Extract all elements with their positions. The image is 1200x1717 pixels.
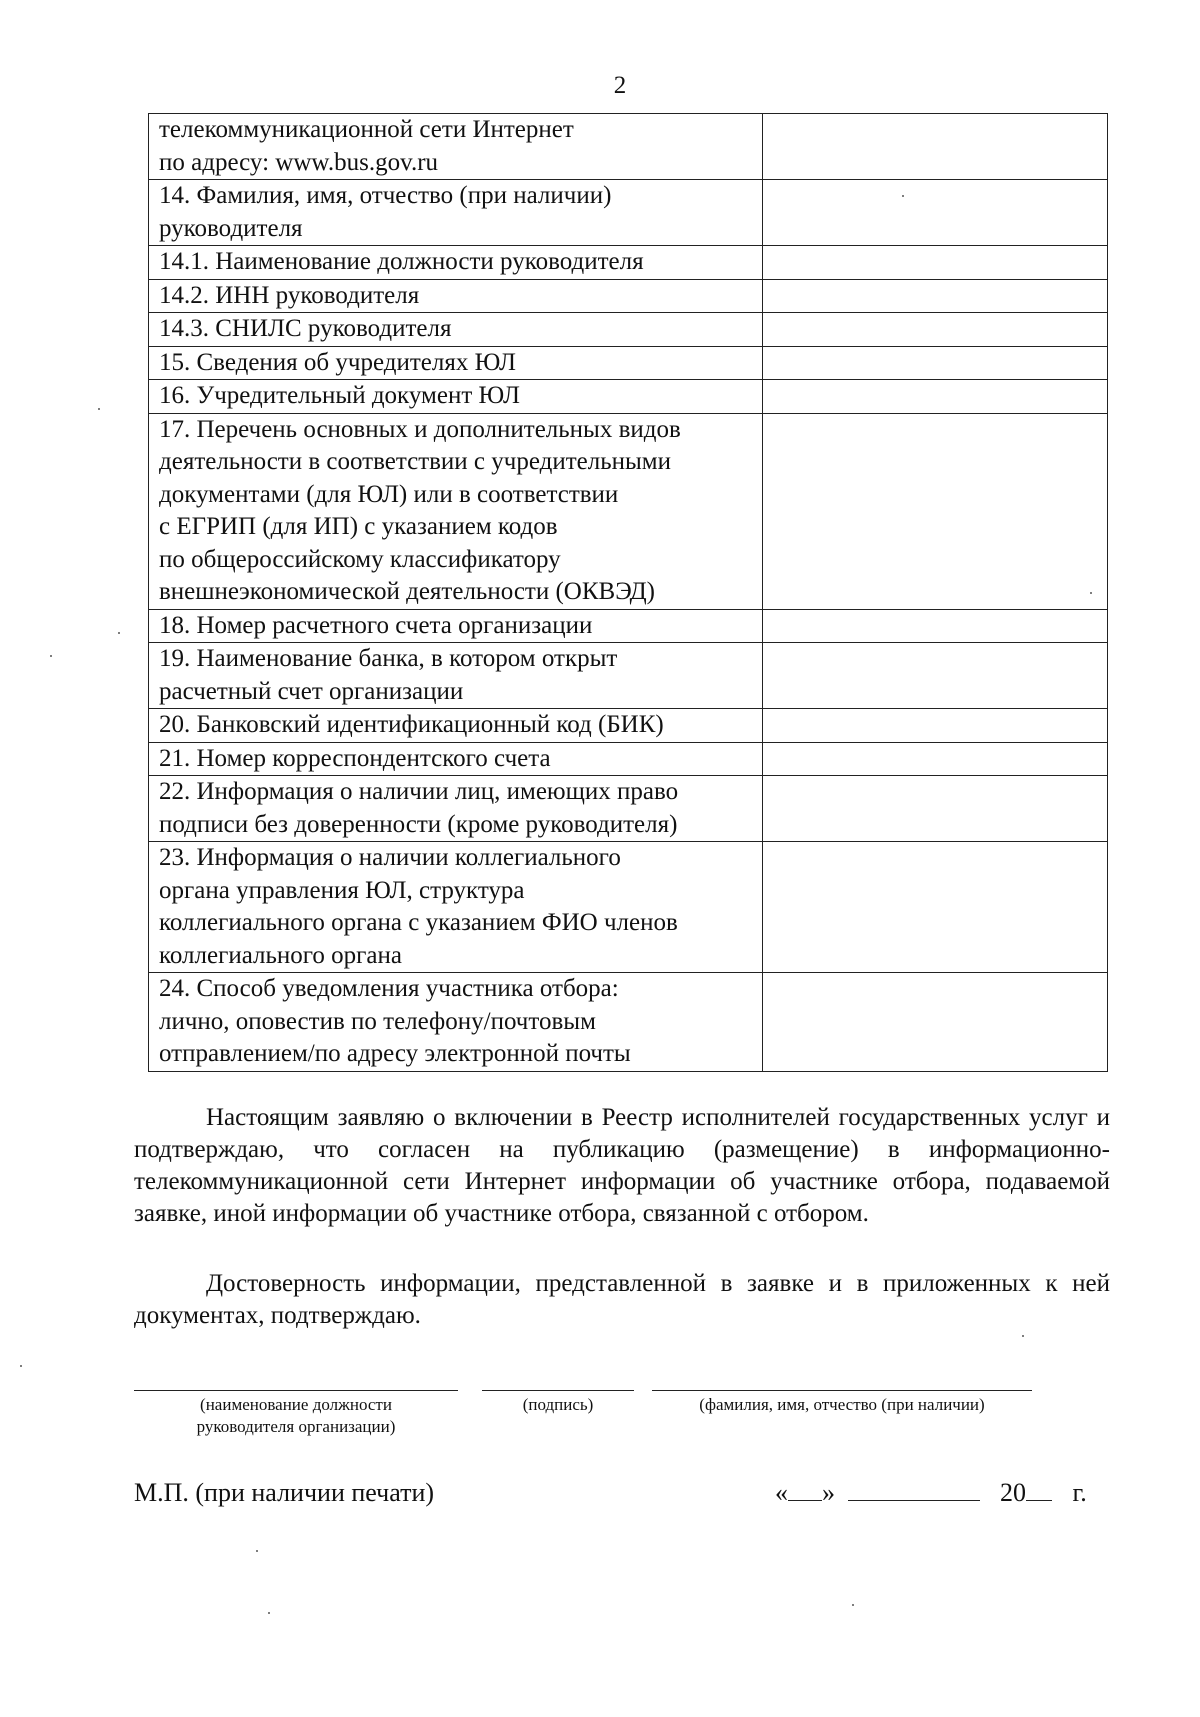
year-blank [1026,1478,1052,1501]
field-value[interactable] [763,842,1108,973]
scan-speck [98,408,100,410]
field-label: 22. Информация о наличии лиц, имеющих право подписи без доверенности (кроме руководителя) [149,776,763,842]
field-value[interactable] [763,973,1108,1072]
field-label: 16. Учредительный документ ЮЛ [149,380,763,414]
field-label: телекоммуникационной сети Интернет по адресу: www.bus.gov.ru [149,114,763,180]
position-caption: (наименование должности руководителя организации) [196,1395,396,1436]
table-row [149,842,1108,973]
signature-line [482,1390,634,1391]
scan-speck [118,632,120,634]
field-value[interactable] [763,346,1108,380]
table-row [149,776,1108,842]
field-value[interactable] [763,609,1108,643]
application-form-table [148,113,1108,1072]
field-label: 24. Способ уведомления участника отбора: лично, оповестив по телефону/почтовым отправлением/по адресу электронной почты [149,973,763,1072]
date-open-quote: « [775,1478,788,1507]
table-row [149,313,1108,347]
date-field [775,1478,1087,1508]
field-value[interactable] [763,742,1108,776]
field-label: 17. Перечень основных и дополнительных видов деятельности в соответствии с учредительными документами (для ЮЛ) или в соответствии с ЕГРИП (для ИП) с указанием кодов по общероссийскому классификатору внешнеэкономической деятельности (ОКВЭД) [149,413,763,609]
field-label: 14.3. СНИЛС руководителя [149,313,763,347]
table-row [149,114,1108,180]
page-number: 2 [613,72,627,99]
field-value[interactable] [763,380,1108,414]
field-label: 19. Наименование банка, в котором открыт расчетный счет организации [149,643,763,709]
table-row [149,742,1108,776]
scan-speck [268,1612,270,1614]
field-label: 20. Банковский идентификационный код (БИК) [149,709,763,743]
field-label: 14. Фамилия, имя, отчество (при наличии) руководителя [149,180,763,246]
table-row [149,973,1108,1072]
table-row [149,413,1108,609]
field-value[interactable] [763,279,1108,313]
table-row [149,709,1108,743]
signature-caption: (подпись) [522,1395,594,1414]
table-row [149,346,1108,380]
scan-speck [902,195,904,197]
field-label: 15. Сведения об учредителях ЮЛ [149,346,763,380]
scan-speck [1022,1335,1024,1337]
declaration-paragraph: Настоящим заявляю о включении в Реестр исполнителей государственных услуг и подтверждаю, что согласен на публикацию (размещение) в информационно-телекоммуникационной сети Интернет информации об участнике отбора, подаваемой заявке, иной информации об участнике отбора, связанной с отбором. [134,1104,1110,1227]
field-label: 23. Информация о наличии коллегиального органа управления ЮЛ, структура коллегиального органа с указанием ФИО членов коллегиального органа [149,842,763,973]
scan-speck [852,1604,854,1606]
field-label: 21. Номер корреспондентского счета [149,742,763,776]
field-value[interactable] [763,413,1108,609]
field-label: 14.1. Наименование должности руководителя [149,246,763,280]
field-value[interactable] [763,709,1108,743]
position-signature-line [134,1390,458,1391]
date-close-quote: » [822,1478,835,1507]
table-row [149,246,1108,280]
scan-speck [50,655,52,657]
table-row [149,380,1108,414]
scan-speck [20,1365,22,1367]
day-blank [788,1478,822,1501]
month-blank [848,1478,980,1501]
scan-speck [256,1550,258,1552]
table-row [149,180,1108,246]
table-row [149,609,1108,643]
table-row [149,643,1108,709]
name-signature-line [652,1390,1032,1391]
table-row [149,279,1108,313]
field-label: 14.2. ИНН руководителя [149,279,763,313]
field-value[interactable] [763,776,1108,842]
field-value[interactable] [763,643,1108,709]
field-value[interactable] [763,180,1108,246]
field-label: 18. Номер расчетного счета организации [149,609,763,643]
scan-speck [1090,592,1092,594]
year-prefix: 20 [1000,1478,1026,1507]
name-caption: (фамилия, имя, отчество (при наличии) [699,1395,985,1414]
field-value[interactable] [763,313,1108,347]
field-value[interactable] [763,114,1108,180]
stamp-label: М.П. (при наличии печати) [134,1478,435,1507]
year-suffix: г. [1072,1478,1087,1507]
field-value[interactable] [763,246,1108,280]
confirmation-paragraph: Достоверность информации, представленной в заявке и в приложенных к ней документах, подтверждаю. [134,1270,1110,1329]
